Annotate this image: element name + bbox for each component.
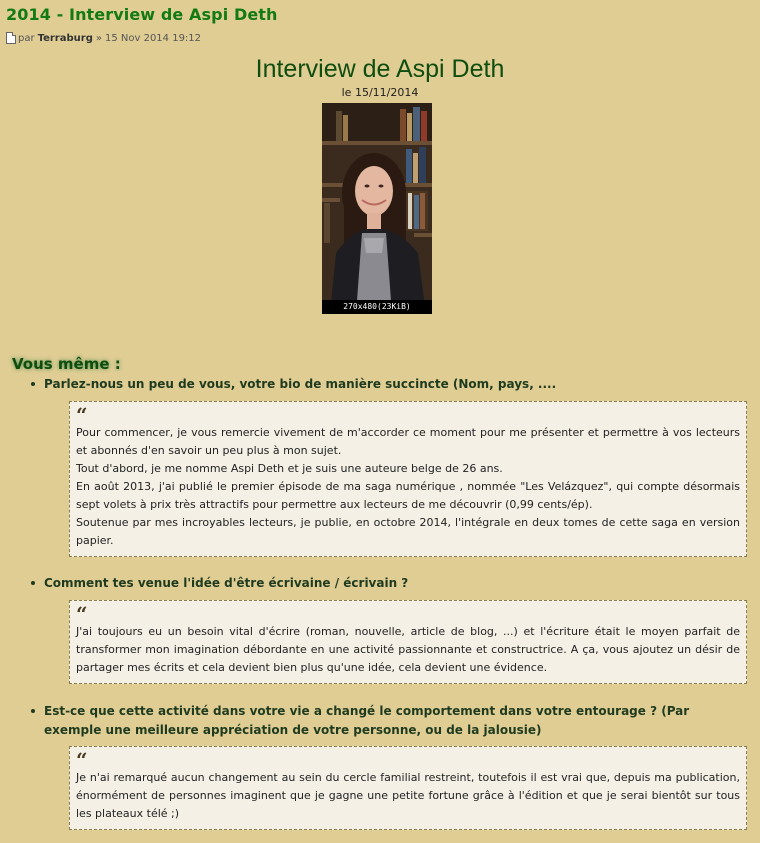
question xyxy=(44,574,744,593)
bullet-icon xyxy=(31,581,35,585)
question xyxy=(44,375,744,394)
question xyxy=(44,702,724,740)
author-photo-image xyxy=(322,103,432,314)
bullet-icon xyxy=(31,382,35,386)
answer-quote xyxy=(69,401,747,557)
post-icon[interactable] xyxy=(6,32,16,44)
article-date: le 15/11/2014 xyxy=(341,86,419,99)
answer-line: Pour commencer, je vous remercie vivement de m'accorder ce moment pour me présenter et permettre à vos lecteurs et abonnés d'en savoir un peu plus à mon sujet. xyxy=(76,426,740,457)
quote-icon: “ xyxy=(76,403,88,427)
bullet-icon xyxy=(31,709,35,713)
question-text: Comment tes venue l'idée d'être écrivaine / écrivain ? xyxy=(44,576,409,590)
quote-icon: “ xyxy=(76,748,88,772)
answer-line: J'ai toujours eu un besoin vital d'écrire (roman, nouvelle, article de blog, ...) et l'écriture était le moyen parfait de transformer mon imagination débordante en une activité passionnante et constructrice. A ça, vous ajoutez un désir de partager mes écrits et cela devient bien plus qu'une idée, cela devient une évidence. xyxy=(76,625,740,674)
article-heading: Interview de Aspi Deth xyxy=(255,55,505,83)
meta-separator: » xyxy=(95,32,102,44)
author-link[interactable]: Terraburg xyxy=(37,32,93,44)
answer-line: En août 2013, j'ai publié le premier épisode de ma saga numérique , nommée "Les Velázquez", qui compte désormais sept volets à prix très attractifs pour permettre aux lecteurs de me découvrir (0,99 cents/ép). xyxy=(76,480,740,511)
answer-line: Soutenue par mes incroyables lecteurs, je publie, en octobre 2014, l'intégrale en deux tomes de cette saga en version papier. xyxy=(76,516,740,547)
answer-quote xyxy=(69,746,747,830)
topic-title[interactable]: 2014 - Interview de Aspi Deth xyxy=(6,5,278,24)
answer-quote xyxy=(69,600,747,684)
photo-caption: 270x480(23KiB) xyxy=(322,300,432,314)
by-label: par xyxy=(18,32,35,44)
question-text: Est-ce que cette activité dans votre vie a changé le comportement dans votre entourage ? (Par exemple une meilleure appréciation de votre personne, ou de la jalousie) xyxy=(44,704,690,737)
post-date: 15 Nov 2014 19:12 xyxy=(104,32,202,44)
section-heading: Vous même : xyxy=(12,355,121,373)
author-photo[interactable] xyxy=(322,103,432,314)
answer-line: Tout d'abord, je me nomme Aspi Deth et je suis une auteure belge de 26 ans. xyxy=(76,462,503,475)
question-text: Parlez-nous un peu de vous, votre bio de manière succincte (Nom, pays, .... xyxy=(44,377,557,391)
quote-icon: “ xyxy=(76,602,88,626)
answer-line: Je n'ai remarqué aucun changement au sein du cercle familial restreint, toutefois il est vrai que, depuis ma publication, énormément de personnes imaginent que je gagne une petite fortune grâce à l'édition et que je serai bientôt sur tous les plateaux télé ;) xyxy=(76,771,740,820)
post-meta xyxy=(6,32,201,44)
